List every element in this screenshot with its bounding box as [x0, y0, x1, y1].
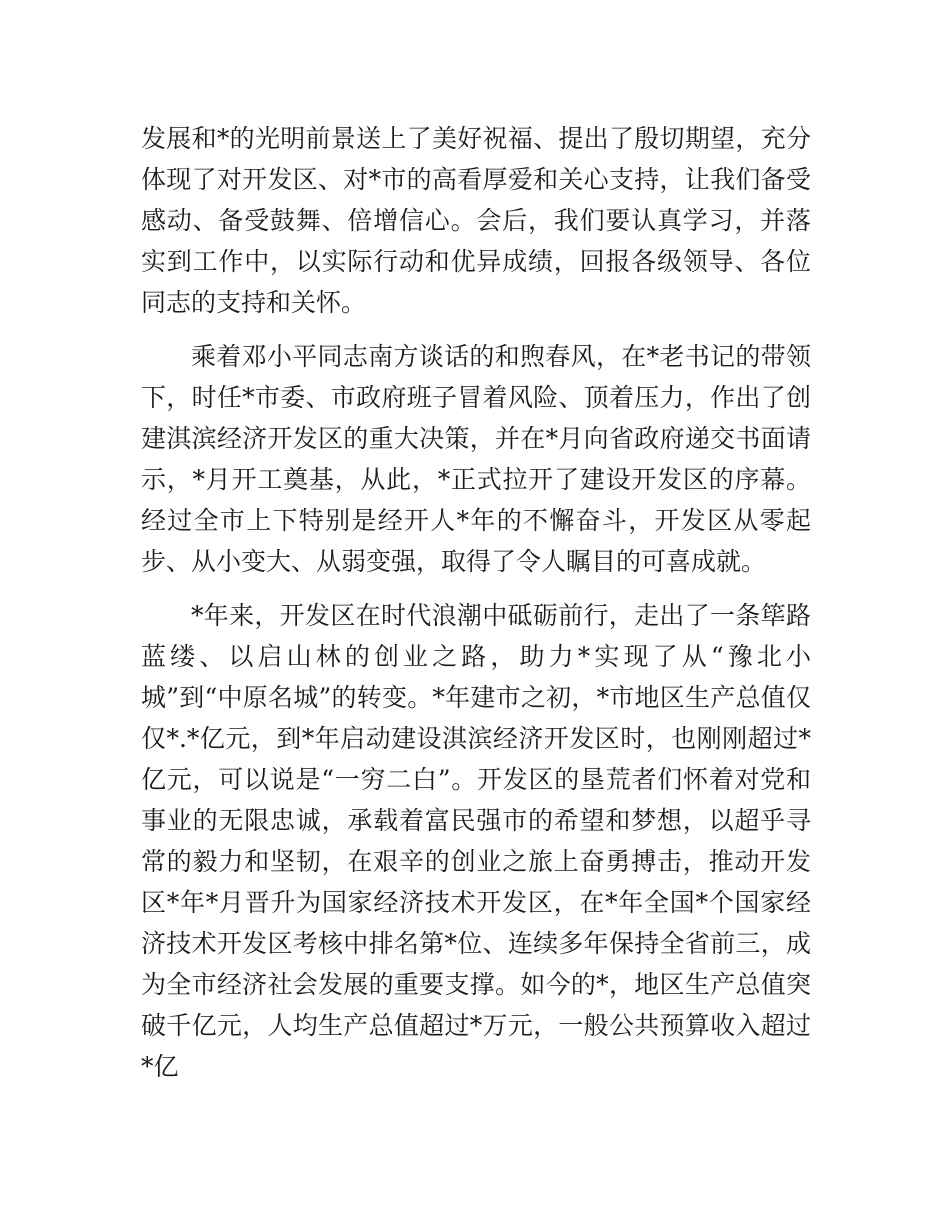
document-body	[141, 118, 811, 1100]
paragraph-decision: 乘着邓小平同志南方谈话的和煦春风，在*老书记的带领下，时任*市委、市政府班子冒着风险、顶着压力，作出了创建淇滨经济开发区的重大决策，并在*月向省政府递交书面请示，*月开工奠基，从此，*正式拉开了建设开发区的序幕。经过全市上下特别是经开人*年的不懈奋斗，开发区从零起步、从小变大、从弱变强，取得了令人瞩目的可喜成就。	[141, 342, 811, 576]
paragraph-continuation: 发展和*的光明前景送上了美好祝福、提出了殷切期望，充分体现了对开发区、对*市的高看厚爱和关心支持，让我们备受感动、备受鼓舞、倍增信心。会后，我们要认真学习，并落实到工作中，以实际行动和优异成绩，回报各级领导、各位同志的支持和关怀。	[141, 124, 811, 317]
paragraph-achievements: *年来，开发区在时代浪潮中砥砺前行，走出了一条筚路蓝缕、以启山林的创业之路，助力*实现了从“豫北小城”到“中原名城”的转变。*年建市之初，*市地区生产总值仅仅*.*亿元，到*年启动建设淇滨经济开发区时，也刚刚超过*亿元，可以说是“一穷二白”。开发区的垦荒者们怀着对党和事业的无限忠诚，承载着富民强市的希望和梦想，以超乎寻常的毅力和坚韧，在艰辛的创业之旅上奋勇搏击，推动开发区*年*月晋升为国家经济技术开发区，在*年全国*个国家经济技术开发区考核中排名第*位、连续多年保持全省前三，成为全市经济社会发展的重要支撑。如今的*，地区生产总值突破千亿元，人均生产总值超过*万元，一般公共预算收入超过*亿	[141, 601, 811, 1081]
